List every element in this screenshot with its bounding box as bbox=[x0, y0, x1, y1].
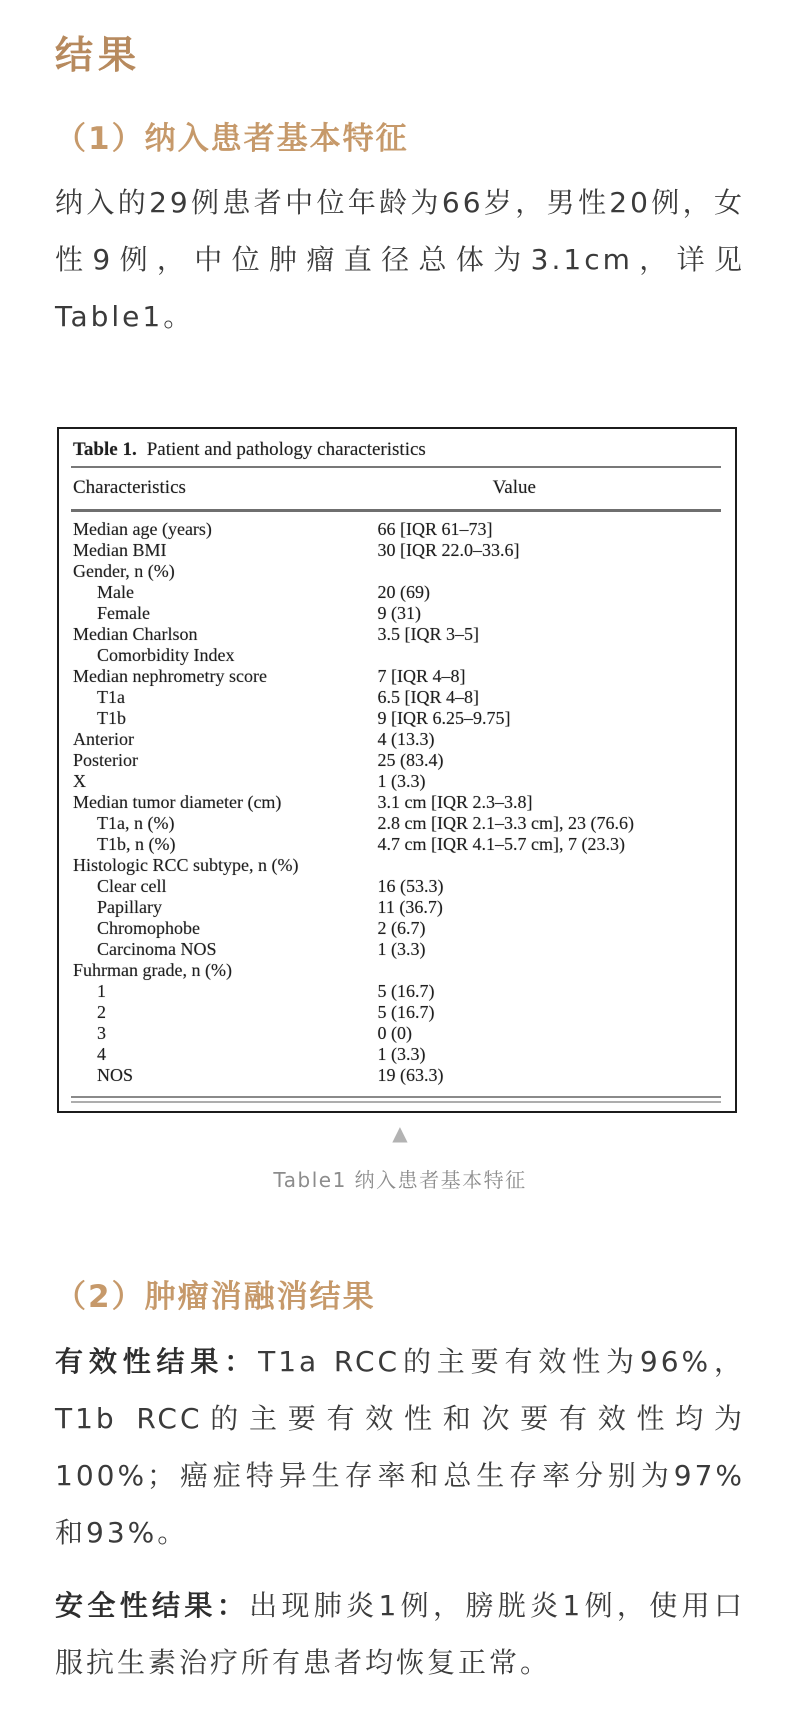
table-row bbox=[73, 981, 721, 1002]
row-value: 9 [IQR 6.25–9.75] bbox=[377, 708, 511, 729]
row-value: 19 (63.3) bbox=[377, 1065, 444, 1086]
table1-figure bbox=[57, 427, 737, 1113]
row-value bbox=[378, 960, 721, 981]
row-label: Fuhrman grade, n (%) bbox=[73, 960, 232, 981]
section1-paragraph: 纳入的29例患者中位年龄为66岁，男性20例，女性9例，中位肿瘤直径总体为3.1cm，详见Table1。 bbox=[55, 186, 745, 334]
row-label: Gender, n (%) bbox=[73, 561, 175, 582]
table-row bbox=[73, 1065, 721, 1086]
row-label: Median Charlson bbox=[73, 624, 198, 645]
row-label: 1 bbox=[97, 981, 106, 1002]
row-label: Clear cell bbox=[97, 876, 167, 897]
row-label: Median nephrometry score bbox=[73, 666, 267, 687]
collapse-control-wrap bbox=[55, 1123, 745, 1144]
row-value: 1 (3.3) bbox=[377, 771, 426, 792]
row-label: Posterior bbox=[73, 750, 138, 771]
row-value bbox=[378, 561, 721, 582]
row-value: 5 (16.7) bbox=[377, 1002, 435, 1023]
row-value: 2.8 cm [IQR 2.1–3.3 cm], 23 (76.6) bbox=[377, 813, 635, 834]
col-header-value: Value bbox=[492, 477, 536, 499]
table-row bbox=[73, 855, 721, 876]
table-row bbox=[73, 1002, 721, 1023]
row-label: 2 bbox=[97, 1002, 106, 1023]
page-title: 结果 bbox=[55, 32, 745, 78]
section2-paragraph-efficacy bbox=[55, 1333, 745, 1561]
row-value: 7 [IQR 4–8] bbox=[377, 666, 466, 687]
row-value bbox=[378, 645, 721, 666]
row-value: 20 (69) bbox=[377, 582, 431, 603]
table-row bbox=[73, 687, 721, 708]
table-title bbox=[71, 437, 721, 466]
table-row bbox=[73, 729, 721, 750]
table-row bbox=[73, 1023, 721, 1044]
row-label: Carcinoma NOS bbox=[97, 939, 217, 960]
safety-lead: 安全性结果： bbox=[55, 1589, 250, 1623]
row-label: Female bbox=[97, 603, 150, 624]
row-value: 2 (6.7) bbox=[377, 918, 426, 939]
table-row bbox=[73, 519, 721, 540]
row-value: 5 (16.7) bbox=[377, 981, 435, 1002]
table-header-row bbox=[71, 468, 721, 509]
row-label: Histologic RCC subtype, n (%) bbox=[73, 855, 299, 876]
table-row bbox=[73, 624, 721, 645]
safety-text: 出现肺炎1例，膀胱炎1例，使用口服抗生素治疗所有患者均恢复正常。 bbox=[55, 1589, 745, 1680]
row-value: 4.7 cm [IQR 4.1–5.7 cm], 7 (23.3) bbox=[377, 834, 626, 855]
table-row bbox=[73, 540, 721, 561]
row-value: 25 (83.4) bbox=[377, 750, 444, 771]
row-value: 3.5 [IQR 3–5] bbox=[377, 624, 480, 645]
row-value: 4 (13.3) bbox=[377, 729, 435, 750]
table-row bbox=[73, 918, 721, 939]
row-label: Papillary bbox=[97, 897, 162, 918]
row-label: Anterior bbox=[73, 729, 134, 750]
row-value: 3.1 cm [IQR 2.3–3.8] bbox=[377, 792, 533, 813]
table-bottom-rule bbox=[71, 1096, 721, 1103]
table-row bbox=[73, 645, 721, 666]
table-row bbox=[73, 603, 721, 624]
table-row bbox=[73, 666, 721, 687]
row-value: 30 [IQR 22.0–33.6] bbox=[377, 540, 520, 561]
table-row bbox=[73, 876, 721, 897]
row-label: Median age (years) bbox=[73, 519, 212, 540]
row-label: T1b bbox=[97, 708, 126, 729]
row-label: Chromophobe bbox=[97, 918, 200, 939]
table-row bbox=[73, 771, 721, 792]
section2-heading: （2）肿瘤消融消结果 bbox=[55, 1279, 376, 1316]
table-row bbox=[73, 750, 721, 771]
section1-heading: （1）纳入患者基本特征 bbox=[55, 120, 409, 157]
efficacy-lead: 有效性结果： bbox=[55, 1345, 259, 1379]
table-row bbox=[73, 813, 721, 834]
row-value: 0 (0) bbox=[377, 1023, 413, 1044]
row-label: Comorbidity Index bbox=[97, 645, 235, 666]
efficacy-text: T1a RCC的主要有效性为96%，T1b RCC的主要有效性和次要有效性均为100%；癌症特异生存率和总生存率分别为97%和93%。 bbox=[55, 1345, 745, 1550]
table-row bbox=[73, 708, 721, 729]
table-title-label: Table 1. bbox=[73, 439, 137, 461]
row-value: 1 (3.3) bbox=[377, 939, 426, 960]
row-label: NOS bbox=[97, 1065, 134, 1086]
row-value: 66 [IQR 61–73] bbox=[377, 519, 493, 540]
row-label: Median BMI bbox=[73, 540, 167, 561]
row-value: 6.5 [IQR 4–8] bbox=[377, 687, 480, 708]
table-row bbox=[73, 792, 721, 813]
table-caption: Table1 纳入患者基本特征 bbox=[273, 1168, 527, 1193]
table-row bbox=[73, 1044, 721, 1065]
row-value: 11 (36.7) bbox=[377, 897, 443, 918]
row-value: 9 (31) bbox=[377, 603, 422, 624]
row-label: T1a bbox=[97, 687, 125, 708]
table-row bbox=[73, 582, 721, 603]
table-rows bbox=[71, 512, 721, 1094]
row-label: 4 bbox=[97, 1044, 106, 1065]
collapse-triangle-icon[interactable]: ▲ bbox=[392, 1121, 408, 1146]
table-row bbox=[73, 939, 721, 960]
row-label: T1a, n (%) bbox=[97, 813, 175, 834]
col-header-characteristics: Characteristics bbox=[73, 477, 186, 499]
row-label: Median tumor diameter (cm) bbox=[73, 792, 282, 813]
row-label: X bbox=[73, 771, 86, 792]
section2-paragraph-safety bbox=[55, 1577, 745, 1691]
row-value bbox=[378, 855, 721, 876]
row-value: 1 (3.3) bbox=[377, 1044, 426, 1065]
table-row bbox=[73, 897, 721, 918]
table-title-text: Patient and pathology characteristics bbox=[146, 439, 426, 461]
row-label: 3 bbox=[97, 1023, 106, 1044]
table-row bbox=[73, 561, 721, 582]
row-value: 16 (53.3) bbox=[377, 876, 444, 897]
table-row bbox=[73, 834, 721, 855]
row-label: Male bbox=[97, 582, 134, 603]
row-label: T1b, n (%) bbox=[97, 834, 176, 855]
table-row bbox=[73, 960, 721, 981]
